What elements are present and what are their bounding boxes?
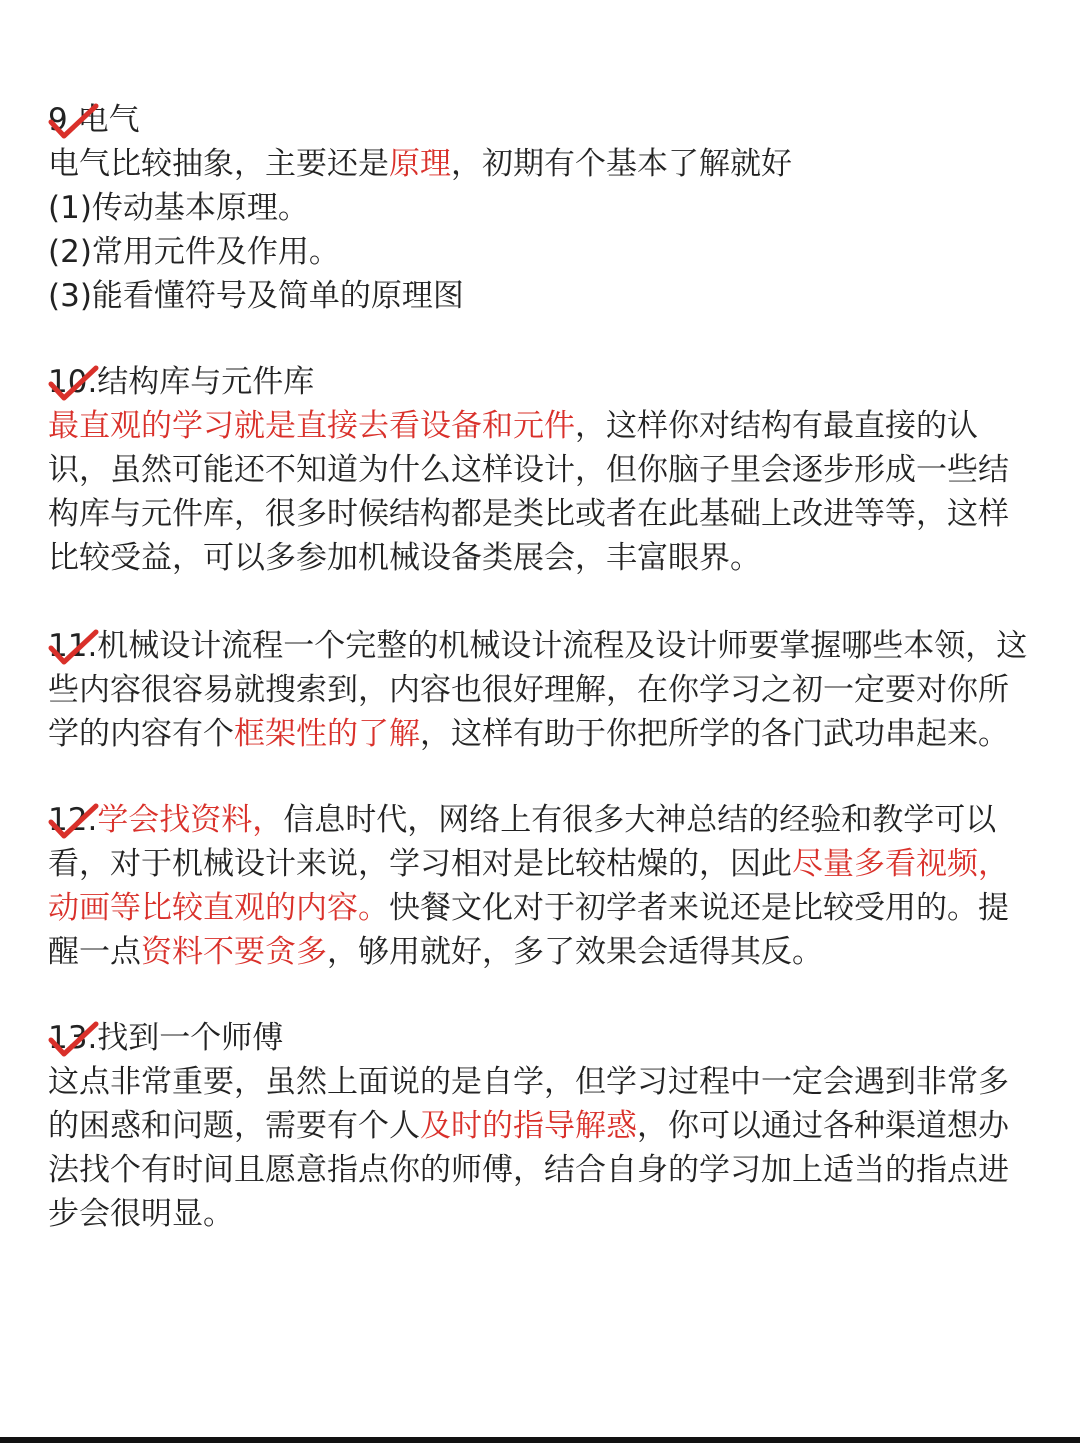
heading-text: 13.找到一个师傅 [48,1020,284,1056]
paragraph-line: 法找个有时间且愿意指点你的师傅，结合自身的学习加上适当的指点进 [48,1152,1009,1188]
list-item: (3)能看懂符号及简单的原理图 [48,278,464,314]
highlight-text: 动画等比较直观的内容。 [48,890,389,926]
paragraph-line: 比较受益，可以多参加机械设备类展会，丰富眼界。 [48,540,761,576]
section-design-process [48,624,1063,756]
paragraph-line [48,712,1063,756]
highlight-text: 学会找资料， [97,802,284,838]
heading-text: 12. [48,802,98,838]
text-span: 看，对于机械设计来说，学习相对是比较枯燥的，因此 [48,846,792,882]
paragraph-line: 构库与元件库，很多时候结构都是类比或者在此基础上改进等等，这样 [48,496,1009,532]
highlight-text: 及时的指导解惑 [420,1108,637,1144]
list-item: (2)常用元件及作用。 [48,234,340,270]
list-item: (1)传动基本原理。 [48,190,309,226]
paragraph-line [48,1104,1063,1148]
highlight-text: 资料不要贪多 [141,934,327,970]
text-span: 快餐文化对于初学者来说还是比较受用的。提 [389,890,1009,926]
highlight-text: 最直观的学习就是直接去看设备和元件 [48,408,575,444]
text-span: 醒一点 [48,934,141,970]
section-heading [48,1016,1063,1060]
paragraph-line [48,886,1063,930]
text-span: ，这样有助于你把所学的各门武功串起来。 [420,716,1009,752]
highlight-text: 尽量多看视频， [792,846,1009,882]
text-span: ，初期有个基本了解就好 [451,146,792,182]
text-span: ，这样你对结构有最直接的认 [575,408,978,444]
section-heading [48,98,1063,142]
text-span: 信息时代，网络上有很多大神总结的经验和教学可以 [283,802,997,838]
paragraph-line [48,142,1063,186]
highlight-text: 原理 [389,146,451,182]
paragraph-line [48,404,1063,448]
text-span: ，够用就好，多了效果会适得其反。 [327,934,823,970]
heading-text: 11.机械设计流程一个完整的机械设计流程及设计师要掌握哪些本领，这 [48,628,1028,664]
text-span: 电气比较抽象，主要还是 [48,146,389,182]
section-heading [48,624,1063,668]
section-electrical [48,98,1063,318]
bottom-divider [0,1437,1080,1443]
paragraph-line [48,842,1063,886]
paragraph-line: 这点非常重要，虽然上面说的是自学，但学习过程中一定会遇到非常多 [48,1064,1009,1100]
section-find-mentor [48,1016,1063,1236]
paragraph-line: 步会很明显。 [48,1196,234,1232]
highlight-text: 框架性的了解 [234,716,420,752]
heading-text: 10.结构库与元件库 [48,364,315,400]
section-structure-library [48,360,1063,580]
text-span: 的困惑和问题，需要有个人 [48,1108,420,1144]
section-heading [48,798,1063,842]
paragraph-line [48,930,1063,974]
text-span: ，你可以通过各种渠道想办 [637,1108,1009,1144]
paragraph-line: 识，虽然可能还不知道为什么这样设计，但你脑子里会逐步形成一些结 [48,452,1009,488]
section-find-materials [48,798,1063,974]
paragraph-line: 些内容很容易就搜索到，内容也很好理解，在你学习之初一定要对你所 [48,672,1009,708]
heading-text: 9.电气 [48,102,140,138]
section-heading [48,360,1063,404]
text-span: 学的内容有个 [48,716,234,752]
